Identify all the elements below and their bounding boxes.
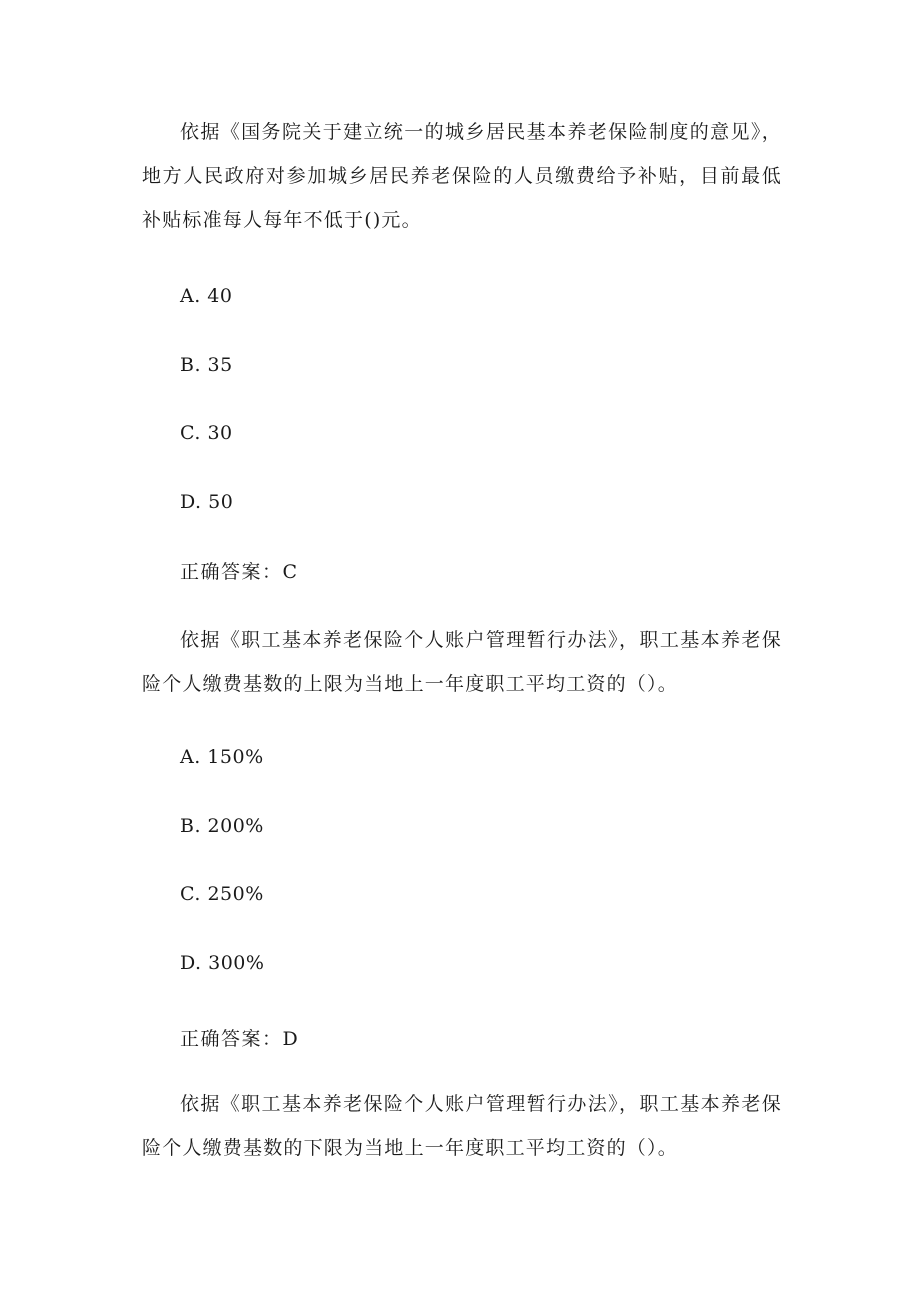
question-1-stem: 依据《国务院关于建立统一的城乡居民基本养老保险制度的意见》，地方人民政府对参加城乡居民养老保险的人员缴费给予补贴，目前最低补贴标准每人每年不低于()元。	[142, 121, 782, 231]
question-1-option-a: A. 40	[180, 285, 233, 307]
question-2-answer: 正确答案：D	[180, 1028, 300, 1050]
question-1-answer: 正确答案：C	[180, 561, 299, 583]
question-1-option-d: D. 50	[180, 491, 234, 513]
question-2	[142, 618, 782, 706]
question-2-option-d: D. 300%	[180, 952, 265, 974]
question-1	[142, 110, 782, 242]
question-2-stem: 依据《职工基本养老保险个人账户管理暂行办法》，职工基本养老保险个人缴费基数的上限为当地上一年度职工平均工资的（）。	[142, 629, 782, 695]
question-3-stem: 依据《职工基本养老保险个人账户管理暂行办法》，职工基本养老保险个人缴费基数的下限为当地上一年度职工平均工资的（）。	[142, 1093, 782, 1159]
question-2-option-c: C. 250%	[180, 883, 264, 905]
question-1-option-b: B. 35	[180, 354, 233, 376]
question-1-option-c: C. 30	[180, 422, 233, 444]
question-3	[142, 1082, 782, 1170]
question-2-option-a: A. 150%	[180, 746, 264, 768]
question-2-option-b: B. 200%	[180, 815, 264, 837]
